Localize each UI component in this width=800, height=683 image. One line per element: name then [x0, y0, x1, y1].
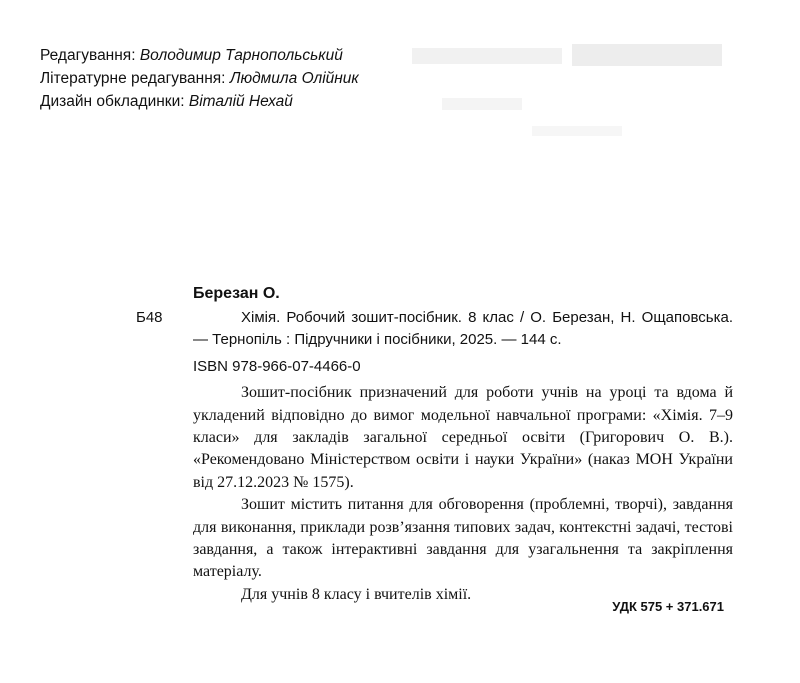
credit-literary-editor [40, 67, 359, 90]
credit-role: Дизайн обкладинки: [40, 93, 185, 110]
catalog-code: Б48 [136, 309, 163, 326]
credit-name: Людмила Олійник [229, 70, 359, 87]
bleed-mark [532, 126, 622, 136]
bibliographic-description: Хімія. Робочий зошит-посібник. 8 клас / О. Березан, Н. Ощаповська. — Тернопіль : Підручники і посібники, 2025. — 144 с. [193, 309, 733, 349]
annotation-paragraph: Зошит містить питання для обговорення (проблемні, творчі), завдання для виконання, приклади розв’язання типових задач, контекстні задачі, тестові завдання, а також інтерактивні завдання для узагальнення та закріплення матеріалу. [193, 496, 733, 581]
credit-name: Віталій Нехай [188, 93, 293, 110]
credit-editor [40, 44, 359, 67]
isbn: ISBN 978-966-07-4466-0 [193, 357, 361, 375]
credits-block [40, 44, 359, 113]
annotation-paragraph: Для учнів 8 класу і вчителів хімії. [241, 585, 472, 603]
credit-name: Володимир Тарнопольський [139, 47, 343, 64]
credit-cover-design [40, 90, 359, 113]
credit-role: Редагування: [40, 47, 136, 64]
bleed-mark [412, 48, 562, 64]
udk-code: УДК 575 + 371.671 [612, 599, 724, 614]
catalog-author: Березан О. [193, 285, 280, 302]
credit-role: Літературне редагування: [40, 70, 226, 87]
bleed-mark [572, 44, 722, 66]
bleed-mark [442, 98, 522, 110]
annotation-paragraph: Зошит-посібник призначений для роботи учнів на уроці та вдома й укладений відповідно до вимог модельної навчальної програми: «Хімія. 7–9 класи» для закладів загальної середньої освіти (Григорович О. В.). «Рекомендовано Міністерством освіти і науки України» (наказ МОН України від 27.12.2023 № 1575). [193, 384, 733, 491]
catalog-record [193, 307, 733, 606]
bleed-through-shadow [382, 36, 742, 156]
